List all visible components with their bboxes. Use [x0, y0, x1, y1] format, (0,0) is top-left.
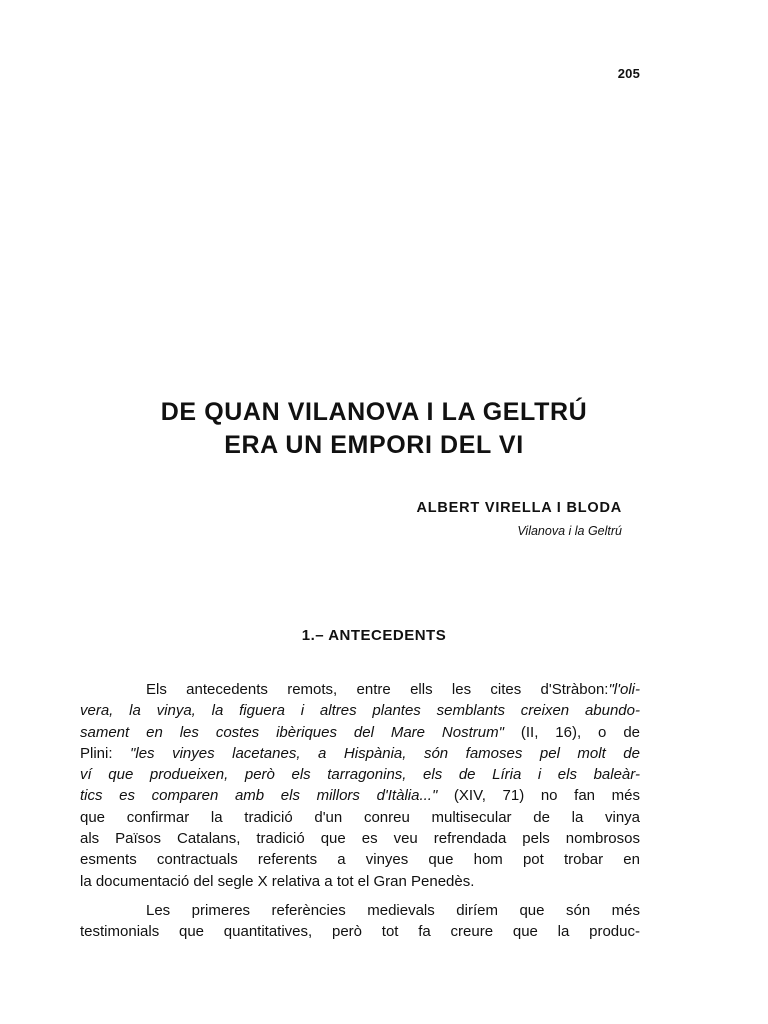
article-title-line-1: DE QUAN VILANOVA I LA GELTRÚ [160, 398, 588, 426]
paragraph-line: vera, la vinya, la figuera i altres plantes semblants creixen abundo- [80, 702, 640, 720]
paragraph-line: Les primeres referències medievals diríem que són més [146, 902, 640, 919]
paragraph-line: sament en les costes ibèriques del Mare Nostrum" (II, 16), o de [80, 723, 641, 741]
article-title [96, 396, 652, 462]
paragraph-line: als Països Catalans, tradició que es veu refrendada pels nombrosos [80, 830, 640, 848]
paragraph-line: que confirmar la tradició d'un conreu multisecular de la vinya [80, 808, 640, 826]
paragraph-line: tics es comparen amb els millors d'Itàlia..." (XIV, 71) no fan més [80, 787, 640, 805]
paragraph-line: ví que produeixen, però els tarragonins, els de Líria i els baleàr- [80, 766, 640, 784]
author-affiliation: Vilanova i la Geltrú [517, 524, 622, 538]
article-title-line-2: ERA UN EMPORI DEL VI [224, 431, 524, 459]
paragraph-line: la documentació del segle X relativa a tot el Gran Penedès. [80, 872, 475, 890]
author-name: ALBERT VIRELLA I BLODA [416, 500, 622, 516]
page-number: 205 [617, 66, 640, 81]
body-paragraph-2 [80, 900, 640, 943]
section-heading: 1.– ANTECEDENTS [301, 627, 447, 644]
paragraph-line: Plini: "les vinyes lacetanes, a Hispània, són famoses pel molt de [80, 744, 640, 762]
paragraph-line: esments contractuals referents a vinyes que hom pot trobar en [80, 851, 640, 869]
body-paragraph-1 [80, 679, 640, 892]
paragraph-line: Els antecedents remots, entre ells les cites d'Stràbon:"l'oli- [146, 681, 640, 698]
paragraph-line: testimonials que quantitatives, però tot fa creure que la produc- [80, 923, 640, 941]
